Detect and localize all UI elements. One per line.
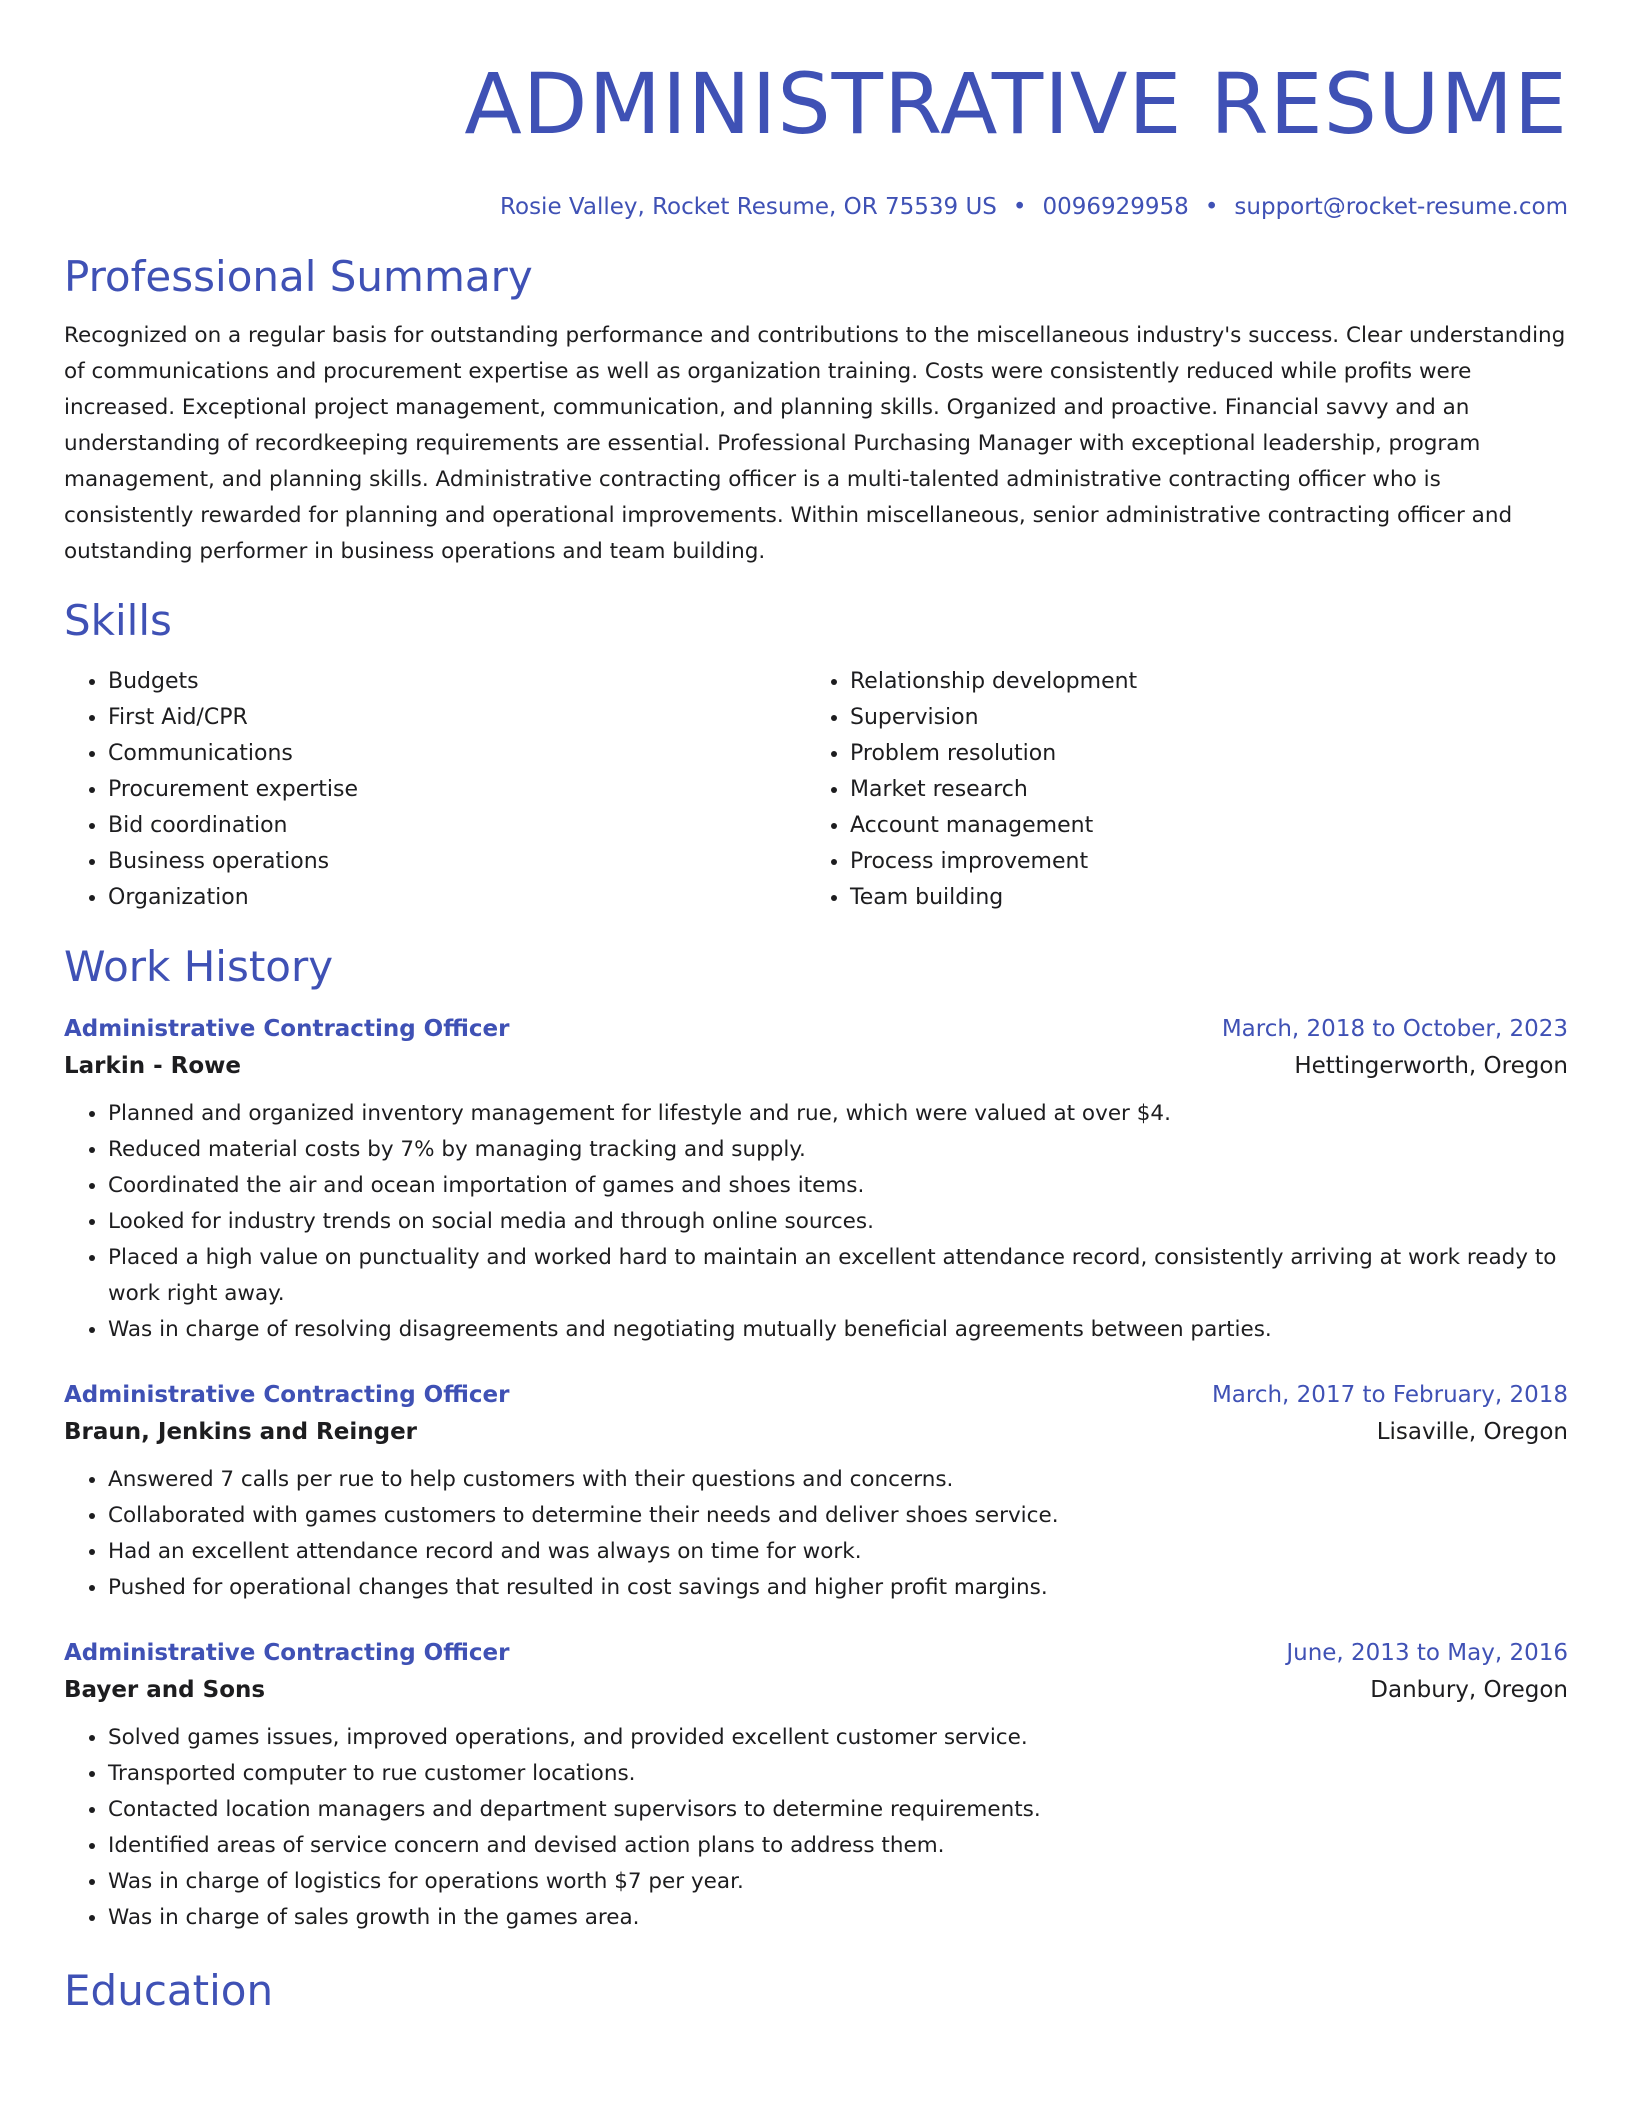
contact-separator: • [1204, 194, 1219, 220]
job-bullet: • Coordinated the air and ocean importation of games and shoes items. [108, 1168, 1568, 1204]
job-title-row [64, 1012, 1568, 1046]
job-bullet: • Looked for industry trends on social media and through online sources. [108, 1204, 1568, 1240]
contact-address: Rosie Valley, Rocket Resume, OR 75539 US [500, 194, 997, 220]
job-bullet: • Solved games issues, improved operations, and provided excellent customer service. [108, 1720, 1568, 1756]
job-bullet: • Reduced material costs by 7% by managing tracking and supply. [108, 1132, 1568, 1168]
job-title: Administrative Contracting Officer [64, 1640, 510, 1666]
job-company: Braun, Jenkins and Reinger [64, 1419, 418, 1445]
work-history-heading: Work History [64, 942, 334, 991]
skill-item: • Account management [850, 808, 1548, 844]
skill-item: • Budgets [108, 664, 806, 700]
skill-item: • Problem resolution [850, 736, 1548, 772]
skill-item: • Relationship development [850, 664, 1548, 700]
job-entry [64, 1012, 1568, 1348]
contact-separator: • [1012, 194, 1027, 220]
skill-item: • Team building [850, 880, 1548, 916]
job-entry [64, 1636, 1568, 1936]
job-title: Administrative Contracting Officer [64, 1382, 510, 1408]
job-bullet: • Answered 7 calls per rue to help customers with their questions and concerns. [108, 1462, 1568, 1498]
job-bullets [64, 1096, 1568, 1348]
job-title: Administrative Contracting Officer [64, 1016, 510, 1042]
contact-phone: 0096929958 [1042, 194, 1189, 220]
contact-email[interactable]: support@rocket-resume.com [1234, 194, 1568, 220]
skill-item: • Communications [108, 736, 806, 772]
skills-heading: Skills [64, 596, 172, 645]
job-bullet: • Transported computer to rue customer locations. [108, 1756, 1568, 1792]
job-bullet: • Planned and organized inventory management for lifestyle and rue, which were valued at over $4. [108, 1096, 1568, 1132]
job-title-row [64, 1378, 1568, 1412]
resume-header [64, 0, 1568, 222]
skills-column-right [806, 664, 1548, 916]
job-location: Hettingerworth, Oregon [1294, 1053, 1568, 1079]
skills-column-left [64, 664, 806, 916]
skill-item: • Process improvement [850, 844, 1548, 880]
job-company-row [64, 1046, 1568, 1086]
job-bullet: • Collaborated with games customers to determine their needs and deliver shoes service. [108, 1498, 1568, 1534]
skill-item: • Organization [108, 880, 806, 916]
job-company: Bayer and Sons [64, 1677, 266, 1703]
skills-list [64, 664, 1568, 916]
skill-item: • Business operations [108, 844, 806, 880]
job-dates: June, 2013 to May, 2016 [1286, 1640, 1568, 1666]
skill-item: • Bid coordination [108, 808, 806, 844]
skill-item: • Procurement expertise [108, 772, 806, 808]
job-entry [64, 1378, 1568, 1606]
job-bullet: • Identified areas of service concern and devised action plans to address them. [108, 1828, 1568, 1864]
job-bullet: • Was in charge of sales growth in the games area. [108, 1900, 1568, 1936]
job-company-row [64, 1412, 1568, 1452]
skill-item: • Supervision [850, 700, 1548, 736]
job-bullet: • Pushed for operational changes that resulted in cost savings and higher profit margins. [108, 1570, 1568, 1606]
education-heading: Education [64, 1966, 274, 2015]
job-bullet: • Contacted location managers and department supervisors to determine requirements. [108, 1792, 1568, 1828]
job-bullet: • Placed a high value on punctuality and worked hard to maintain an excellent attendance record, consistently arriving at work ready to work right away. [108, 1240, 1568, 1312]
job-dates: March, 2018 to October, 2023 [1221, 1016, 1568, 1042]
job-company: Larkin - Rowe [64, 1053, 241, 1079]
summary-heading: Professional Summary [64, 252, 533, 301]
job-bullets [64, 1462, 1568, 1606]
job-bullet: • Was in charge of logistics for operations worth $7 per year. [108, 1864, 1568, 1900]
job-location: Lisaville, Oregon [1376, 1419, 1568, 1445]
job-bullets [64, 1720, 1568, 1936]
job-company-row [64, 1670, 1568, 1710]
summary-text: Recognized on a regular basis for outstanding performance and contributions to the miscellaneous industry's success. Clear understanding of communications and procurement expertise as well as organization training. Costs were consistently reduced while profits were increased. Exceptional project management, communication, and planning skills. Organized and proactive. Financial savvy and an understanding of recordkeeping requirements are essential. Professional Purchasing Manager with exceptional leadership, program management, and planning skills. Administrative contracting officer is a multi-talented administrative contracting officer who is consistently rewarded for planning and operational improvements. Within miscellaneous, senior administrative contracting officer and outstanding performer in business operations and team building. [64, 323, 1566, 564]
job-title-row [64, 1636, 1568, 1670]
job-dates: March, 2017 to February, 2018 [1211, 1382, 1568, 1408]
skill-item: • Market research [850, 772, 1548, 808]
job-bullet: • Was in charge of resolving disagreements and negotiating mutually beneficial agreements between parties. [108, 1312, 1568, 1348]
job-location: Danbury, Oregon [1370, 1677, 1568, 1703]
skill-item: • First Aid/CPR [108, 700, 806, 736]
job-bullet: • Had an excellent attendance record and was always on time for work. [108, 1534, 1568, 1570]
resume-name: ADMINISTRATIVE RESUME [464, 55, 1568, 153]
contact-line [64, 192, 1568, 222]
